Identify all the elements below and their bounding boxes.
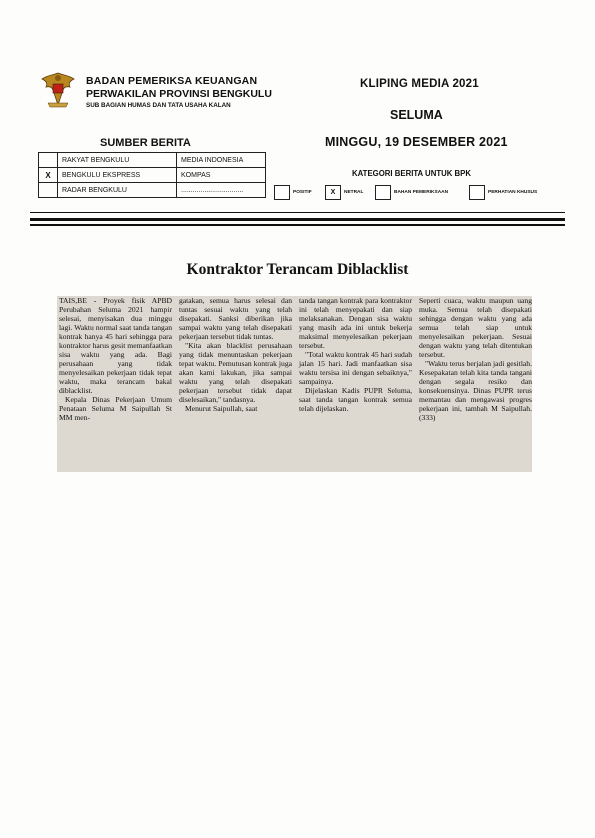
clipping-date: MINGGU, 19 DESEMBER 2021 <box>325 135 508 149</box>
source-row <box>39 168 266 183</box>
article-paragraph: "Waktu terus berjalan jadi gesitlah. Kesepakatan telah kita tanda tangani dengan segala resiko dan konsekuensinya. Dinas PUPR terus memantau dan mengawasi progres pekerjaan ini, tambah M Saipullah. (333) <box>419 359 532 422</box>
category-checkbox-positif <box>274 185 290 200</box>
category-checkbox-perhatian-khusus <box>469 185 485 200</box>
source-row <box>39 153 266 168</box>
article-paragraph: "Total waktu kontrak 45 hari sudah jalan 15 hari. Jadi manfaatkan sisa waktu tersisa ini dengan sebaiknya," sampainya. <box>299 350 412 386</box>
garuda-emblem-icon <box>36 67 80 111</box>
category-label-bahan-pemeriksaan: BAHAN PEMERIKSAAN <box>394 190 449 195</box>
article-paragraph: "Kita akan blacklist perusahaan yang tidak menuntaskan pekerjaan tepat waktu. Pemutusan kontrak juga akan kami lakukan, jika sampai waktu yang telah disepakati pekerjaan tersebut tidak dapat diselesaikan," tandasnya. <box>179 341 292 404</box>
sources-title: SUMBER BERITA <box>100 137 191 149</box>
article-column-2 <box>179 296 292 413</box>
article-body <box>57 296 532 472</box>
source-row <box>39 183 266 198</box>
category-checkbox-netral: X <box>325 185 341 200</box>
category-title: KATEGORI BERITA UNTUK BPK <box>352 169 471 178</box>
article-headline: Kontraktor Terancam Diblacklist <box>186 261 409 278</box>
article-column-4 <box>419 296 532 422</box>
source-name-alt: ................................ <box>177 183 266 198</box>
article-paragraph: TAIS,BE - Proyek fisik APBD Perubahan Seluma 2021 hampir selesai, menyisakan dua minggu lagi. Waktu normal saat tanda tangan kontrak hanya 45 hari sehingga para kontraktor harus gesit memanfaatkan sisa waktu yang ada. Bagi perusahaan yang tidak menyelesaikan pekerjaan tidak tepat waktu, maka terancam bakal diblacklist. <box>59 296 172 395</box>
org-unit: PERWAKILAN PROVINSI BENGKULU <box>86 88 272 100</box>
divider <box>30 224 565 226</box>
source-name: BENGKULU EKSPRESS <box>58 168 177 183</box>
region-label: SELUMA <box>390 108 443 122</box>
article-paragraph: gatakan, semua harus selesai dan tuntas sesuai waktu yang telah disepakati. Sanksi diberikan jika sampai waktu yang telah disepakati pekerjaan tersebut tidak tuntas. <box>179 296 292 341</box>
source-mark <box>39 183 58 198</box>
category-label-positif: POSITIF <box>293 190 312 195</box>
source-name: RADAR BENGKULU <box>58 183 177 198</box>
article-column-1 <box>59 296 172 422</box>
article-paragraph: tanda tangan kontrak para kontraktor ini telah menyepakati dan siap melaksanakan. Dengan sisa waktu yang masih ada ini untuk bekerja maksimal menyelesaikan pekerjaan tersebut. <box>299 296 412 350</box>
category-label-perhatian-khusus: PERHATIAN KHUSUS <box>488 190 538 195</box>
article-paragraph: Dijelaskan Kadis PUPR Seluma, saat tanda tangan kontrak semua telah dijelaskan. <box>299 386 412 413</box>
article-paragraph: Menurut Saipullah, saat <box>185 404 258 413</box>
org-name: BADAN PEMERIKSA KEUANGAN <box>86 75 258 87</box>
divider <box>30 218 565 221</box>
clipping-label: KLIPING MEDIA 2021 <box>360 78 479 90</box>
category-checkbox-bahan-pemeriksaan <box>375 185 391 200</box>
source-name: RAKYAT BENGKULU <box>58 153 177 168</box>
article-paragraph: Seperti cuaca, waktu maupun uang muka. Semua telah disepakati sehingga dengan waktu yang ada semua telah siap untuk menyelesaikan pekerjaan. Sesuai dengan waktu yang telah ditentukan tersebut. <box>419 296 532 359</box>
category-label-netral: NETRAL <box>344 190 364 195</box>
article-paragraph: Kepala Dinas Pekerjaan Umum Penataan Seluma M Saipullah St MM men- <box>59 395 172 422</box>
article-column-3 <box>299 296 412 413</box>
source-mark: X <box>39 168 58 183</box>
divider <box>30 212 565 213</box>
source-mark <box>39 153 58 168</box>
org-subunit: SUB BAGIAN HUMAS DAN TATA USAHA KALAN <box>86 102 231 109</box>
source-name-alt: KOMPAS <box>177 168 266 183</box>
source-name-alt: MEDIA INDONESIA <box>177 153 266 168</box>
sources-table <box>38 152 266 198</box>
